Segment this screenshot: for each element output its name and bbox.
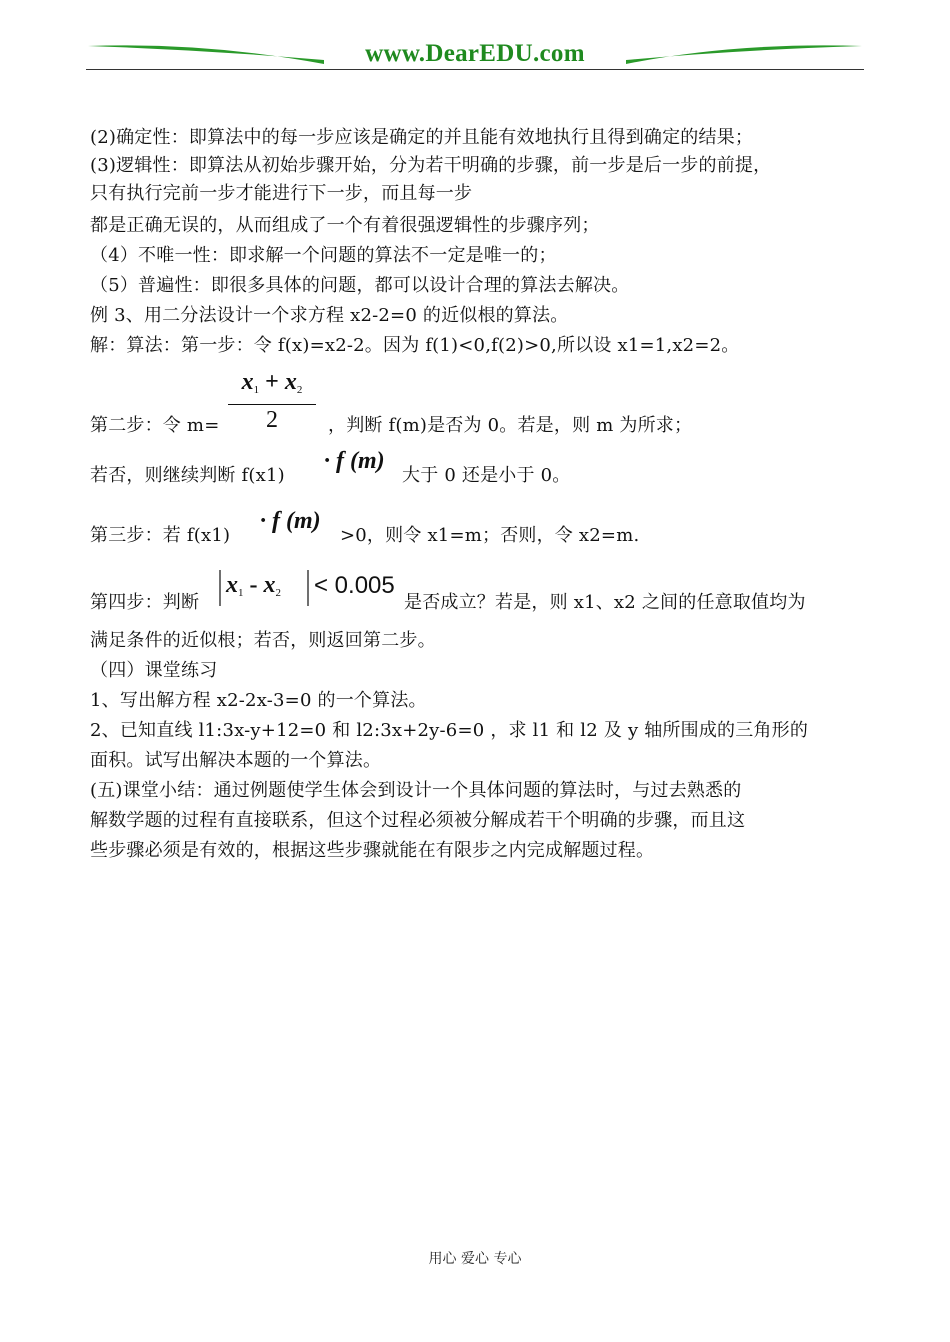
text-line-5: （4）不唯一性：即求解一个问题的算法不一定是唯一的； — [90, 245, 557, 266]
minus-sign: - — [243, 572, 264, 598]
fraction-denominator: 2 — [266, 407, 278, 433]
fraction-numerator — [228, 368, 316, 404]
text-line-4: 都是正确无误的，从而组成了一个有着很强逻辑性的步骤序列； — [90, 215, 600, 236]
text-line-6: （5）普遍性：即很多具体的问题，都可以设计合理的算法去解决。 — [90, 275, 630, 296]
step2-continue-label: 若否，则继续判断 f(x1) — [90, 465, 285, 486]
step4-label: 第四步：判断 — [90, 592, 200, 613]
text-line-18: (五)课堂小结：通过例题使学生体会到设计一个具体问题的算法时，与过去熟悉的 — [90, 780, 742, 801]
header-banner — [86, 36, 864, 72]
text-line-3: 只有执行完前一步才能进行下一步，而且每一步 — [90, 183, 473, 204]
subscript-2: 2 — [296, 384, 303, 396]
text-line-20: 些步骤必须是有效的，根据这些步骤就能在有限步之内完成解题过程。 — [90, 840, 655, 861]
step3-label: 第三步：若 f(x1) — [90, 525, 231, 546]
step2-text: ，判断 f(m)是否为 0。若是，则 m 为所求； — [328, 415, 693, 436]
plus-sign: + — [259, 369, 285, 395]
abs-var-x2: x — [263, 572, 276, 598]
abs-rhs: < 0.005 — [314, 572, 395, 599]
text-line-8: 解：算法：第一步：令 f(x)=x2-2。因为 f(1)<0,f(2)>0,所以设 x1=1,x2=2。 — [90, 335, 740, 356]
var-x2: x — [284, 369, 297, 395]
text-line-1: (2)确定性：即算法中的每一步应该是确定的并且能有效地执行且得到确定的结果； — [90, 127, 754, 148]
midpoint-fraction — [228, 368, 316, 435]
header-site-name[interactable]: www.DearEDU.com — [365, 40, 585, 67]
text-line-15: 1、写出解方程 x2-2x-3=0 的一个算法。 — [90, 690, 427, 711]
step2-label: 第二步：令 m= — [90, 415, 220, 436]
page-footer: 用心 爱心 专心 — [428, 1251, 522, 1267]
formula-f-of-m-1: · f (m) — [324, 448, 385, 474]
abs-subscript-2: 2 — [275, 587, 281, 599]
header-divider — [86, 69, 864, 70]
step2-continue-text: 大于 0 还是小于 0。 — [402, 465, 571, 486]
abs-content — [226, 572, 281, 599]
text-line-16: 2、已知直线 l1:3x-y+12=0 和 l2:3x+2y-6=0 ，求 l1 和 l2 及 y 轴所围成的三角形的 — [90, 720, 809, 741]
step3-text: >0，则令 x1=m；否则，令 x2=m. — [340, 525, 640, 546]
text-line-7: 例 3、用二分法设计一个求方程 x2-2=0 的近似根的算法。 — [90, 305, 569, 326]
text-line-2: (3)逻辑性：即算法从初始步骤开始，分为若干明确的步骤，前一步是后一步的前提， — [90, 155, 772, 176]
subscript-1: 1 — [253, 384, 260, 396]
step4-text: 是否成立？若是，则 x1、x2 之间的任意取值均为 — [404, 592, 806, 613]
abs-var-x1: x — [226, 572, 238, 598]
text-line-13: 满足条件的近似根；若否，则返回第二步。 — [90, 630, 436, 651]
abs-subscript-1: 1 — [238, 587, 244, 599]
formula-f-of-m-2: · f (m) — [260, 508, 321, 534]
text-line-17: 面积。试写出解决本题的一个算法。 — [90, 750, 382, 771]
text-line-14: （四）课堂练习 — [90, 660, 218, 681]
var-x1: x — [241, 369, 254, 395]
text-line-19: 解数学题的过程有直接联系，但这个过程必须被分解成若干个明确的步骤，而且这 — [90, 810, 746, 831]
